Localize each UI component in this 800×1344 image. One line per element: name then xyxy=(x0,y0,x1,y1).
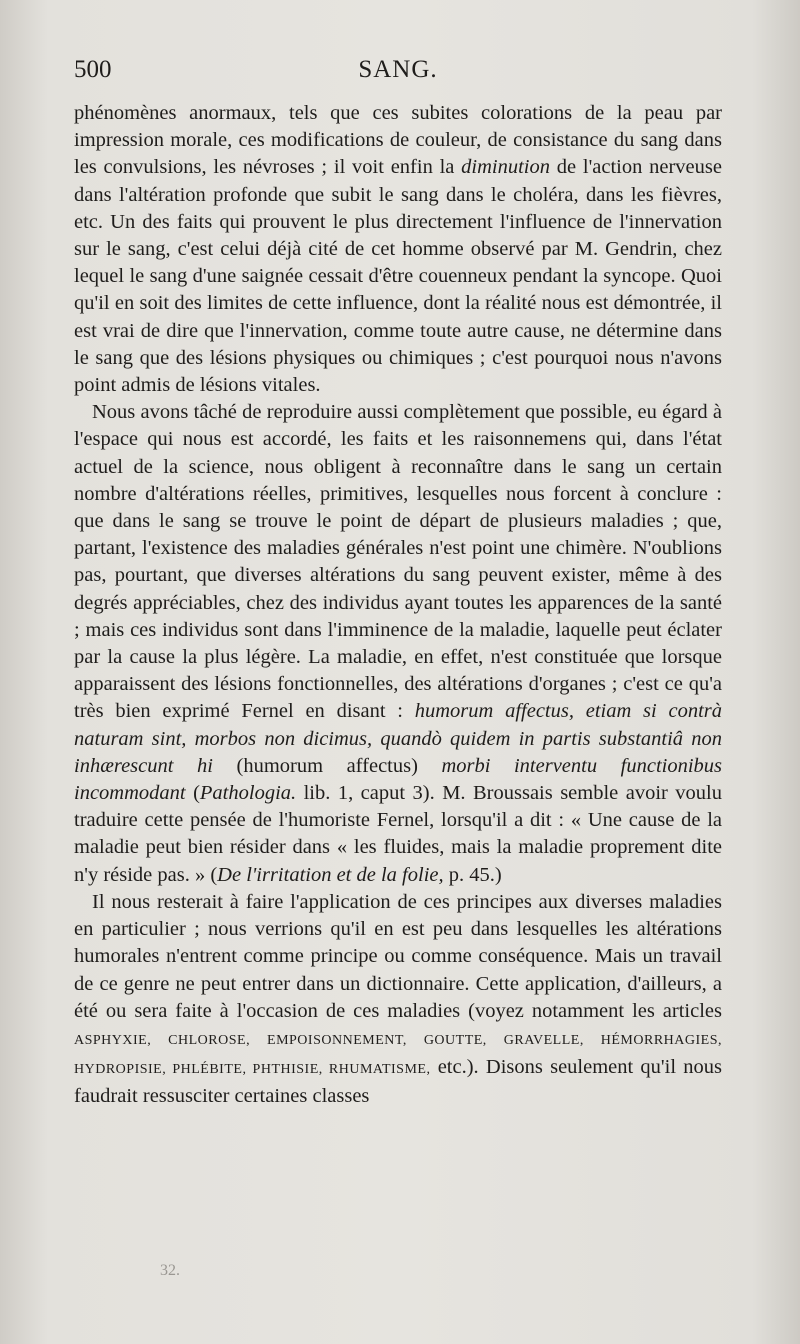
small-caps-text: ASPHYXIE, CHLOROSE, EMPOISONNEMENT, GOUTTE, GRAVELLE, HÉMORRHAGIES, HYDROPISIE, PHLÉBITE, PHTHISIE, RHUMATISME, xyxy=(74,1032,722,1078)
text-run: Il nous resterait à faire l'application de ces principes aux diverses maladies en particulier ; nous verrions qu'il en est peu dans lesquelles les altérations humorales n'entrent comme principe ou comme conséquence. Mais un travail de ce genre ne peut entrer dans un dictionnaire. Cette application, d'ailleurs, a été ou sera faite à l'occasion de ces maladies (voyez notamment les articles xyxy=(74,890,722,1022)
text-run: (humorum affectus) xyxy=(212,754,442,777)
text-run: etc.). Disons seulement qu'il nous faudrait ressusciter certaines classes xyxy=(74,1056,722,1108)
italic-text: De l'irritation et de la folie, xyxy=(217,863,444,886)
text-run: ( xyxy=(185,782,200,805)
page-header xyxy=(74,56,722,86)
italic-text: humorum affectus, etiam si contrà naturam sint, morbos non dicimus, quandò quidem in partis substantiâ non inhærescunt hi xyxy=(74,700,722,777)
text-run: phénomènes anormaux, tels que ces subites colorations de la peau par impression morale, ces modifications de couleur, de consistance du sang dans les convulsions, les névroses ; il voit enfin la xyxy=(74,102,722,179)
paragraph-3 xyxy=(74,889,722,1111)
signature-mark: 32. xyxy=(160,1262,180,1279)
text-run: lib. 1, caput 3). M. Broussais semble avoir voulu traduire cette pensée de l'humoriste Fernel, lorsqu'il a dit : « Une cause de la maladie peut bien résider dans « les fluides, mais la maladie proprement dite n'y réside pas. » ( xyxy=(74,782,723,886)
page-number: 500 xyxy=(74,56,112,83)
italic-text: diminution xyxy=(461,156,550,179)
paragraph-1 xyxy=(74,100,722,399)
text-run: de l'action nerveuse dans l'altération profonde que subit le sang dans le choléra, dans les fièvres, etc. Un des faits qui prouvent le plus directement l'influence de l'innervation sur le sang, c'est celui déjà cité de cet homme observé par M. Gendrin, chez lequel le sang d'une saignée cessait d'être couenneux pendant la syncope. Quoi qu'il en soit des limites de cette influence, dont la réalité nous est démontrée, il est vrai de dire que l'innervation, comme toute autre cause, ne détermine dans le sang que des lésions physiques ou chimiques ; c'est pourquoi nous n'avons point admis de lésions vitales. xyxy=(74,156,722,397)
paragraph-2 xyxy=(74,399,722,889)
running-head: SANG. xyxy=(358,56,438,83)
italic-text: morbi interventu functionibus incommodant xyxy=(74,754,723,805)
text-run: Nous avons tâché de reproduire aussi complètement que possible, eu égard à l'espace qui nous est accordé, les faits et les raisonnemens qui, dans l'état actuel de la science, nous obligent à reconnaître dans le sang un certain nombre d'altérations réelles, primitives, lesquelles nous forcent à conclure : que dans le sang se trouve le point de départ de plusieurs maladies ; que, partant, l'existence des maladies générales n'est point une chimère. N'oublions pas, pourtant, que diverses altérations du sang peuvent exister, même à des degrés appréciables, chez des individus ayant toutes les apparences de la santé ; mais ces individus sont dans l'imminence de la maladie, laquelle peut éclater par la cause la plus légère. La maladie, en effet, n'est constituée que lorsque apparaissent des lésions fonctionnelles, des altérations d'organes ; c'est ce qu'a très bien exprimé Fernel en disant : xyxy=(74,401,722,723)
italic-text: Pathologia. xyxy=(199,782,297,805)
text-run: p. 45.) xyxy=(443,863,502,886)
page-body xyxy=(74,100,722,1111)
